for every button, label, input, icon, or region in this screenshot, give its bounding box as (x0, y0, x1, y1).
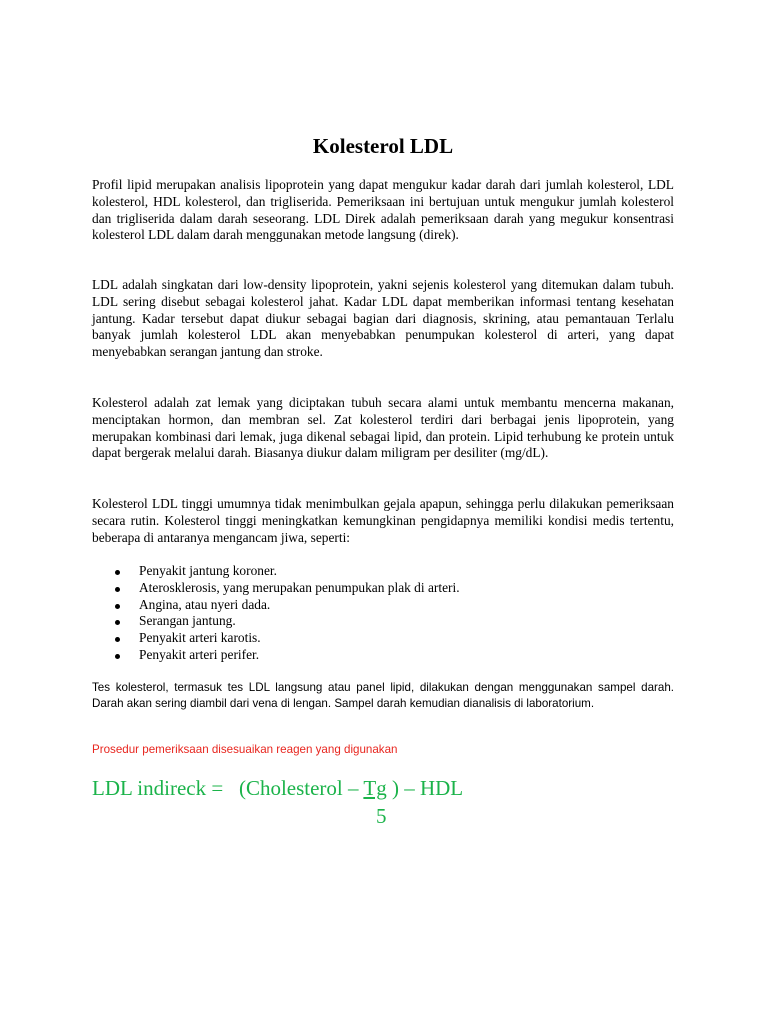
bullet-icon (115, 587, 120, 592)
list-item (92, 647, 674, 664)
formula-close: ) – HDL (391, 776, 464, 800)
list-item (92, 563, 674, 580)
paragraph-profil-lipid: Profil lipid merupakan analisis lipoprotein yang dapat mengukur kadar darah dari jumlah kolesterol, LDL kolesterol, HDL kolesterol, dan trigliserida. Pemeriksaan ini bertujuan untuk mengukur jumlah kolesterol dan trigliserida dalam darah seseorang. LDL Direk adalah pemeriksaan darah yang megukur konsentrasi kolesterol LDL dalam darah menggunakan metode langsung (direk). (92, 177, 674, 243)
procedure-note: Prosedur pemeriksaan disesuaikan reagen yang digunakan (92, 743, 398, 756)
bullet-icon (115, 604, 120, 609)
list-item-text: Penyakit arteri karotis. (139, 630, 261, 646)
formula-denominator: 5 (376, 804, 387, 828)
paragraph-tes-kolesterol: Tes kolesterol, termasuk tes LDL langsung atau panel lipid, dilakukan dengan menggunakan sampel darah. Darah akan sering diambil dari vena di lengan. Sampel darah kemudian dianalisis di laboratorium. (92, 681, 674, 710)
list-item-text: Serangan jantung. (139, 613, 236, 629)
paragraph-kolesterol: Kolesterol adalah zat lemak yang diciptakan tubuh secara alami untuk membantu mencerna makanan, menciptakan hormon, dan membran sel. Zat kolesterol terdiri dari berbagai jenis lipoprotein, yang merupakan kombinasi dari lemak, juga dikenal sebagai lipid, dan protein. Lipid terhubung ke protein untuk dapat bergerak melalui darah. Biasanya diukur dalam miligram per desiliter (mg/dL). (92, 395, 674, 461)
list-item-text: Aterosklerosis, yang merupakan penumpukan plak di arteri. (139, 579, 460, 595)
page-title: Kolesterol LDL (312, 134, 454, 158)
formula-open: (Cholesterol – (238, 776, 359, 800)
list-item (92, 580, 674, 597)
list-item-text: Angina, atau nyeri dada. (139, 596, 271, 612)
formula-lhs: LDL indireck = (92, 776, 224, 800)
list-item-text: Penyakit jantung koroner. (139, 563, 277, 578)
ldl-formula (92, 774, 674, 802)
list-item-text: Penyakit arteri perifer. (139, 646, 260, 662)
paragraph-ldl-definition: LDL adalah singkatan dari low-density lipoprotein, yakni sejenis kolesterol yang ditemukan dalam tubuh. LDL sering disebut sebagai kolesterol jahat. Kadar LDL dapat memberikan informasi tentang kesehatan jantung. Kadar tersebut dapat diukur sebagai bagian dari diagnosis, skrining, atau pemantauan Terlalu banyak jumlah kolesterol LDL akan menyebabkan penumpukan kolesterol di arteri, yang dapat menyebabkan serangan jantung dan stroke. (92, 277, 674, 360)
list-item (92, 613, 674, 630)
list-item (92, 630, 674, 647)
bullet-icon (115, 620, 120, 625)
bullet-icon (115, 570, 120, 575)
bullet-icon (115, 637, 120, 642)
condition-list (92, 563, 674, 664)
list-item (92, 597, 674, 614)
bullet-icon (115, 654, 120, 659)
formula-tg: Tg (363, 776, 387, 800)
paragraph-ldl-tinggi: Kolesterol LDL tinggi umumnya tidak menimbulkan gejala apapun, sehingga perlu dilakukan pemeriksaan secara rutin. Kolesterol tinggi meningkatkan kemungkinan pengidapnya memiliki kondisi medis tertentu, beberapa di antaranya mengancam jiwa, seperti: (92, 496, 674, 545)
